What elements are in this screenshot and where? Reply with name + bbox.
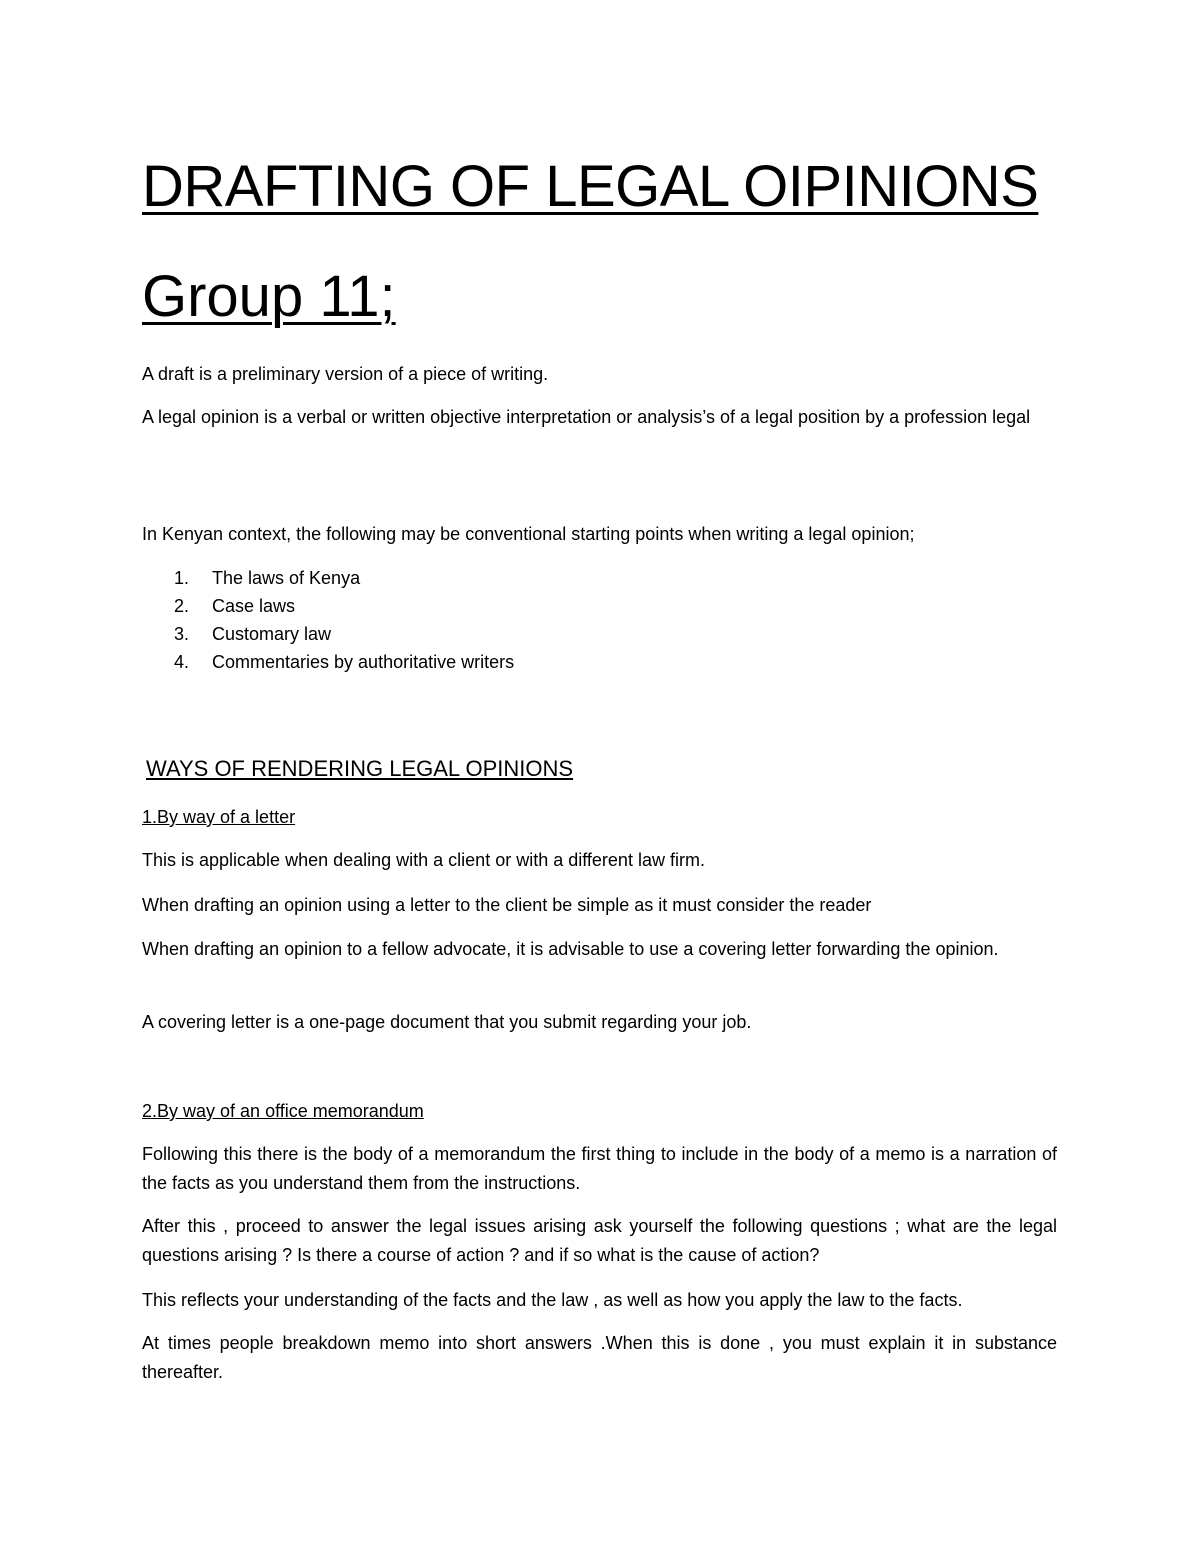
letter-paragraph-4: A covering letter is a one-page document that you submit regarding your job. — [142, 1012, 752, 1032]
draft-definition-paragraph: A draft is a preliminary version of a piece of writing. — [142, 364, 549, 384]
memo-section-heading: 2.By way of an office memorandum — [142, 1101, 424, 1121]
list-item — [142, 592, 842, 620]
memo-paragraph-3: This reflects your understanding of the facts and the law , as well as how you apply the law to the facts. — [142, 1290, 963, 1310]
memo-paragraph-2: After this , proceed to answer the legal issues arising ask yourself the following questions ; what are the legal questions arising ? Is there a course of action ? and if so what is the cause of action? — [142, 1216, 1057, 1265]
group-heading: Group 11; — [142, 264, 396, 329]
list-item-number: 3. — [174, 624, 190, 644]
document-title: DRAFTING OF LEGAL OIPINIONS — [142, 154, 1039, 219]
letter-paragraph-1: This is applicable when dealing with a client or with a different law firm. — [142, 850, 705, 870]
list-item — [142, 564, 842, 592]
list-item-number: 2. — [174, 596, 190, 616]
ways-heading: WAYS OF RENDERING LEGAL OPINIONS — [146, 756, 574, 781]
list-item-text: Customary law — [212, 624, 332, 644]
starting-points-list — [142, 564, 842, 676]
memo-paragraph-1: Following this there is the body of a memorandum the first thing to include in the body of a memo is a narration of the facts as you understand them from the instructions. — [142, 1144, 1057, 1193]
list-item — [142, 648, 842, 676]
list-item-text: The laws of Kenya — [212, 568, 361, 588]
kenyan-context-paragraph: In Kenyan context, the following may be conventional starting points when writing a legal opinion; — [142, 524, 915, 544]
list-item-number: 4. — [174, 652, 190, 672]
letter-paragraph-3: When drafting an opinion to a fellow advocate, it is advisable to use a covering letter forwarding the opinion. — [142, 939, 999, 959]
letter-section-heading: 1.By way of a letter — [142, 807, 296, 827]
list-item-text: Case laws — [212, 596, 296, 616]
list-item-text: Commentaries by authoritative writers — [212, 652, 515, 672]
legal-opinion-definition-paragraph: A legal opinion is a verbal or written objective interpretation or analysis’s of a legal position by a profession legal — [142, 407, 1031, 427]
memo-paragraph-4: At times people breakdown memo into short answers .When this is done , you must explain it in substance thereafter. — [142, 1333, 1057, 1382]
letter-paragraph-2: When drafting an opinion using a letter to the client be simple as it must consider the reader — [142, 895, 872, 915]
list-item-number: 1. — [174, 568, 190, 588]
list-item — [142, 620, 842, 648]
